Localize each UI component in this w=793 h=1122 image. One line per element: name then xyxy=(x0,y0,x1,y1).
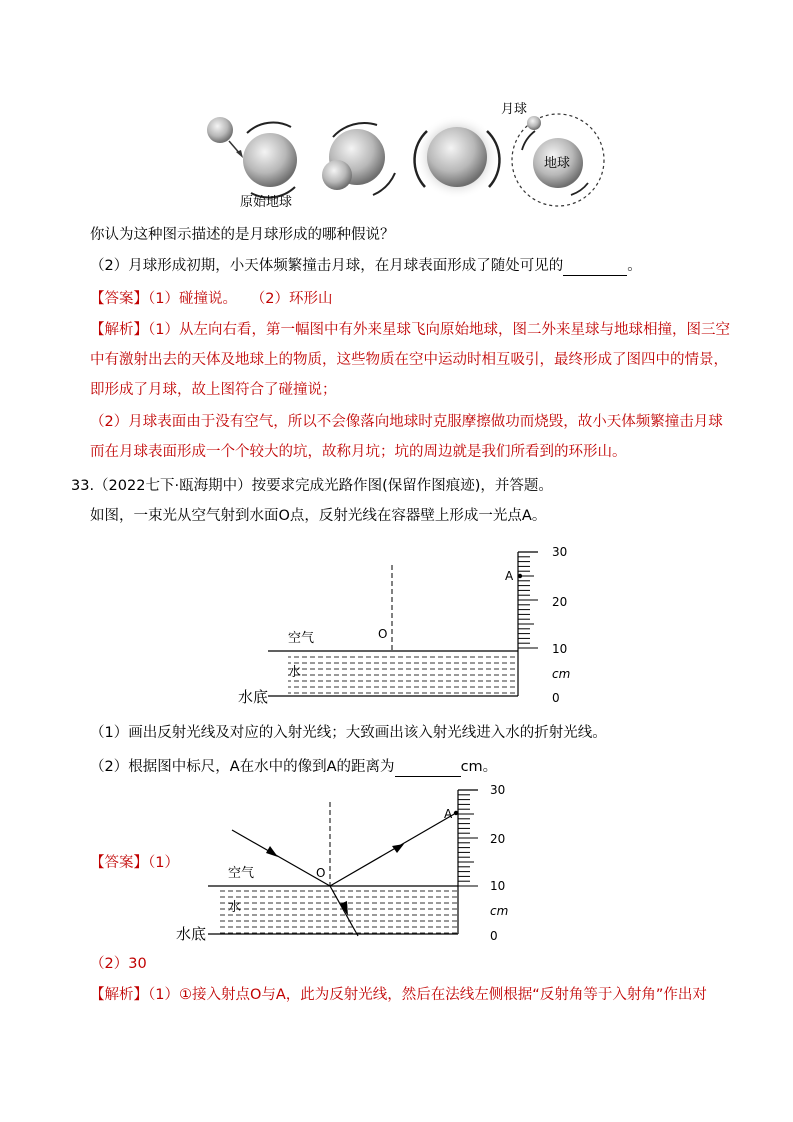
label-water: 水 xyxy=(228,900,242,915)
scale-label-10: 10 xyxy=(552,642,568,656)
scale-label-0: 0 xyxy=(552,691,560,705)
label-O: O xyxy=(378,627,388,641)
reflected-ray xyxy=(330,813,456,886)
q33-answer xyxy=(90,853,179,873)
colliding-body xyxy=(322,160,352,190)
label-moon: 月球 xyxy=(501,102,528,117)
q32-analysis-l1 xyxy=(90,320,730,340)
q32-answer-tag: 【答案】 xyxy=(90,291,148,307)
q33-analysis-l1 xyxy=(90,985,707,1005)
q32-answer-text: （1）碰撞说。 （2）环形山 xyxy=(148,291,333,307)
scale-label-20: 20 xyxy=(552,595,568,609)
moon xyxy=(527,116,541,130)
label-air: 空气 xyxy=(288,631,315,646)
q33-analysis-tag: 【解析】 xyxy=(90,987,148,1003)
original-earth xyxy=(243,133,297,187)
label-O: O xyxy=(316,866,326,880)
q33-part2-suffix: cm。 xyxy=(460,759,498,775)
light-diagram-question xyxy=(230,540,580,710)
label-A: A xyxy=(444,807,453,821)
q32-analysis-l2: 中有激射出去的天体及地球上的物质，这些物质在空中运动时相互吸引，最终形成了图四中的情景， xyxy=(90,352,728,368)
q32-analysis-l3: 即形成了月球，故上图符合了碰撞说； xyxy=(90,382,337,398)
q33-part2-prefix: （2）根据图中标尺，A在水中的像到A的距离为 xyxy=(90,759,395,775)
reflected-arrow xyxy=(392,844,404,853)
q32-analysis-l5: 而在月球表面形成一个个较大的坑，故称月坑；坑的周边就是我们所看到的环形山。 xyxy=(90,444,627,460)
q33-answer-part1: （1） xyxy=(148,855,179,871)
q32-question-line: 你认为这种图示描述的是月球形成的哪种假说？ xyxy=(90,227,395,243)
scale-unit: cm xyxy=(490,904,509,918)
label-original-earth: 原始地球 xyxy=(240,195,293,210)
incoming-body-1 xyxy=(207,117,233,143)
q32-answer xyxy=(90,289,333,309)
scale-minor-ticks-2 xyxy=(458,795,478,886)
q33-answer-part2: （2）30 xyxy=(90,956,147,972)
moon-formation-figure xyxy=(195,95,615,215)
scale-label-30: 30 xyxy=(552,545,568,559)
label-A: A xyxy=(505,569,514,583)
scale-label-20: 20 xyxy=(490,832,506,846)
label-earth: 地球 xyxy=(544,156,571,171)
q33-header: 33.（2022七下·瓯海期中）按要求完成光路作图(保留作图痕迹)，并答题。 xyxy=(71,478,553,494)
label-water: 水 xyxy=(288,665,302,680)
q32-part2 xyxy=(90,256,642,276)
q32-part2-blank[interactable] xyxy=(563,259,627,276)
scale-unit: cm xyxy=(552,667,571,681)
point-A xyxy=(518,574,522,578)
q32-analysis-tag: 【解析】 xyxy=(90,322,148,338)
q33-analysis-text: （1）①接入射点O与A，此为反射光线，然后在法线左侧根据“反射角等于入射角”作出对 xyxy=(148,987,707,1003)
label-bottom: 水底 xyxy=(176,925,207,943)
scale-minor-ticks-1 xyxy=(518,557,538,648)
q32-analysis-l4: （2）月球表面由于没有空气，所以不会像落向地球时克服摩擦做功而烧毁，故小天体频繁撞击月球 xyxy=(90,414,723,430)
q33-intro: 如图，一束光从空气射到水面O点，反射光线在容器壁上形成一光点A。 xyxy=(90,508,547,524)
point-A xyxy=(454,811,458,815)
q33-part1: （1）画出反射光线及对应的入射光线；大致画出该入射光线进入水的折射光线。 xyxy=(90,725,607,741)
q33-part2-blank[interactable] xyxy=(395,760,461,777)
light-diagram-answer xyxy=(172,780,532,950)
q32-analysis-text-1: （1）从左向右看，第一幅图中有外来星球飞向原始地球，图二外来星球与地球相撞，图三空 xyxy=(148,322,730,338)
scale-label-0: 0 xyxy=(490,929,498,943)
scale-label-30: 30 xyxy=(490,783,506,797)
q32-part2-suffix: 。 xyxy=(627,258,642,274)
label-air: 空气 xyxy=(228,866,255,881)
scale-label-10: 10 xyxy=(490,879,506,893)
q32-part2-prefix: （2）月球形成初期，小天体频繁撞击月球，在月球表面形成了随处可见的 xyxy=(90,258,564,274)
q33-part2 xyxy=(90,757,497,777)
label-bottom: 水底 xyxy=(238,688,269,706)
incident-arrow xyxy=(266,846,278,857)
q33-answer-tag: 【答案】 xyxy=(90,855,148,871)
